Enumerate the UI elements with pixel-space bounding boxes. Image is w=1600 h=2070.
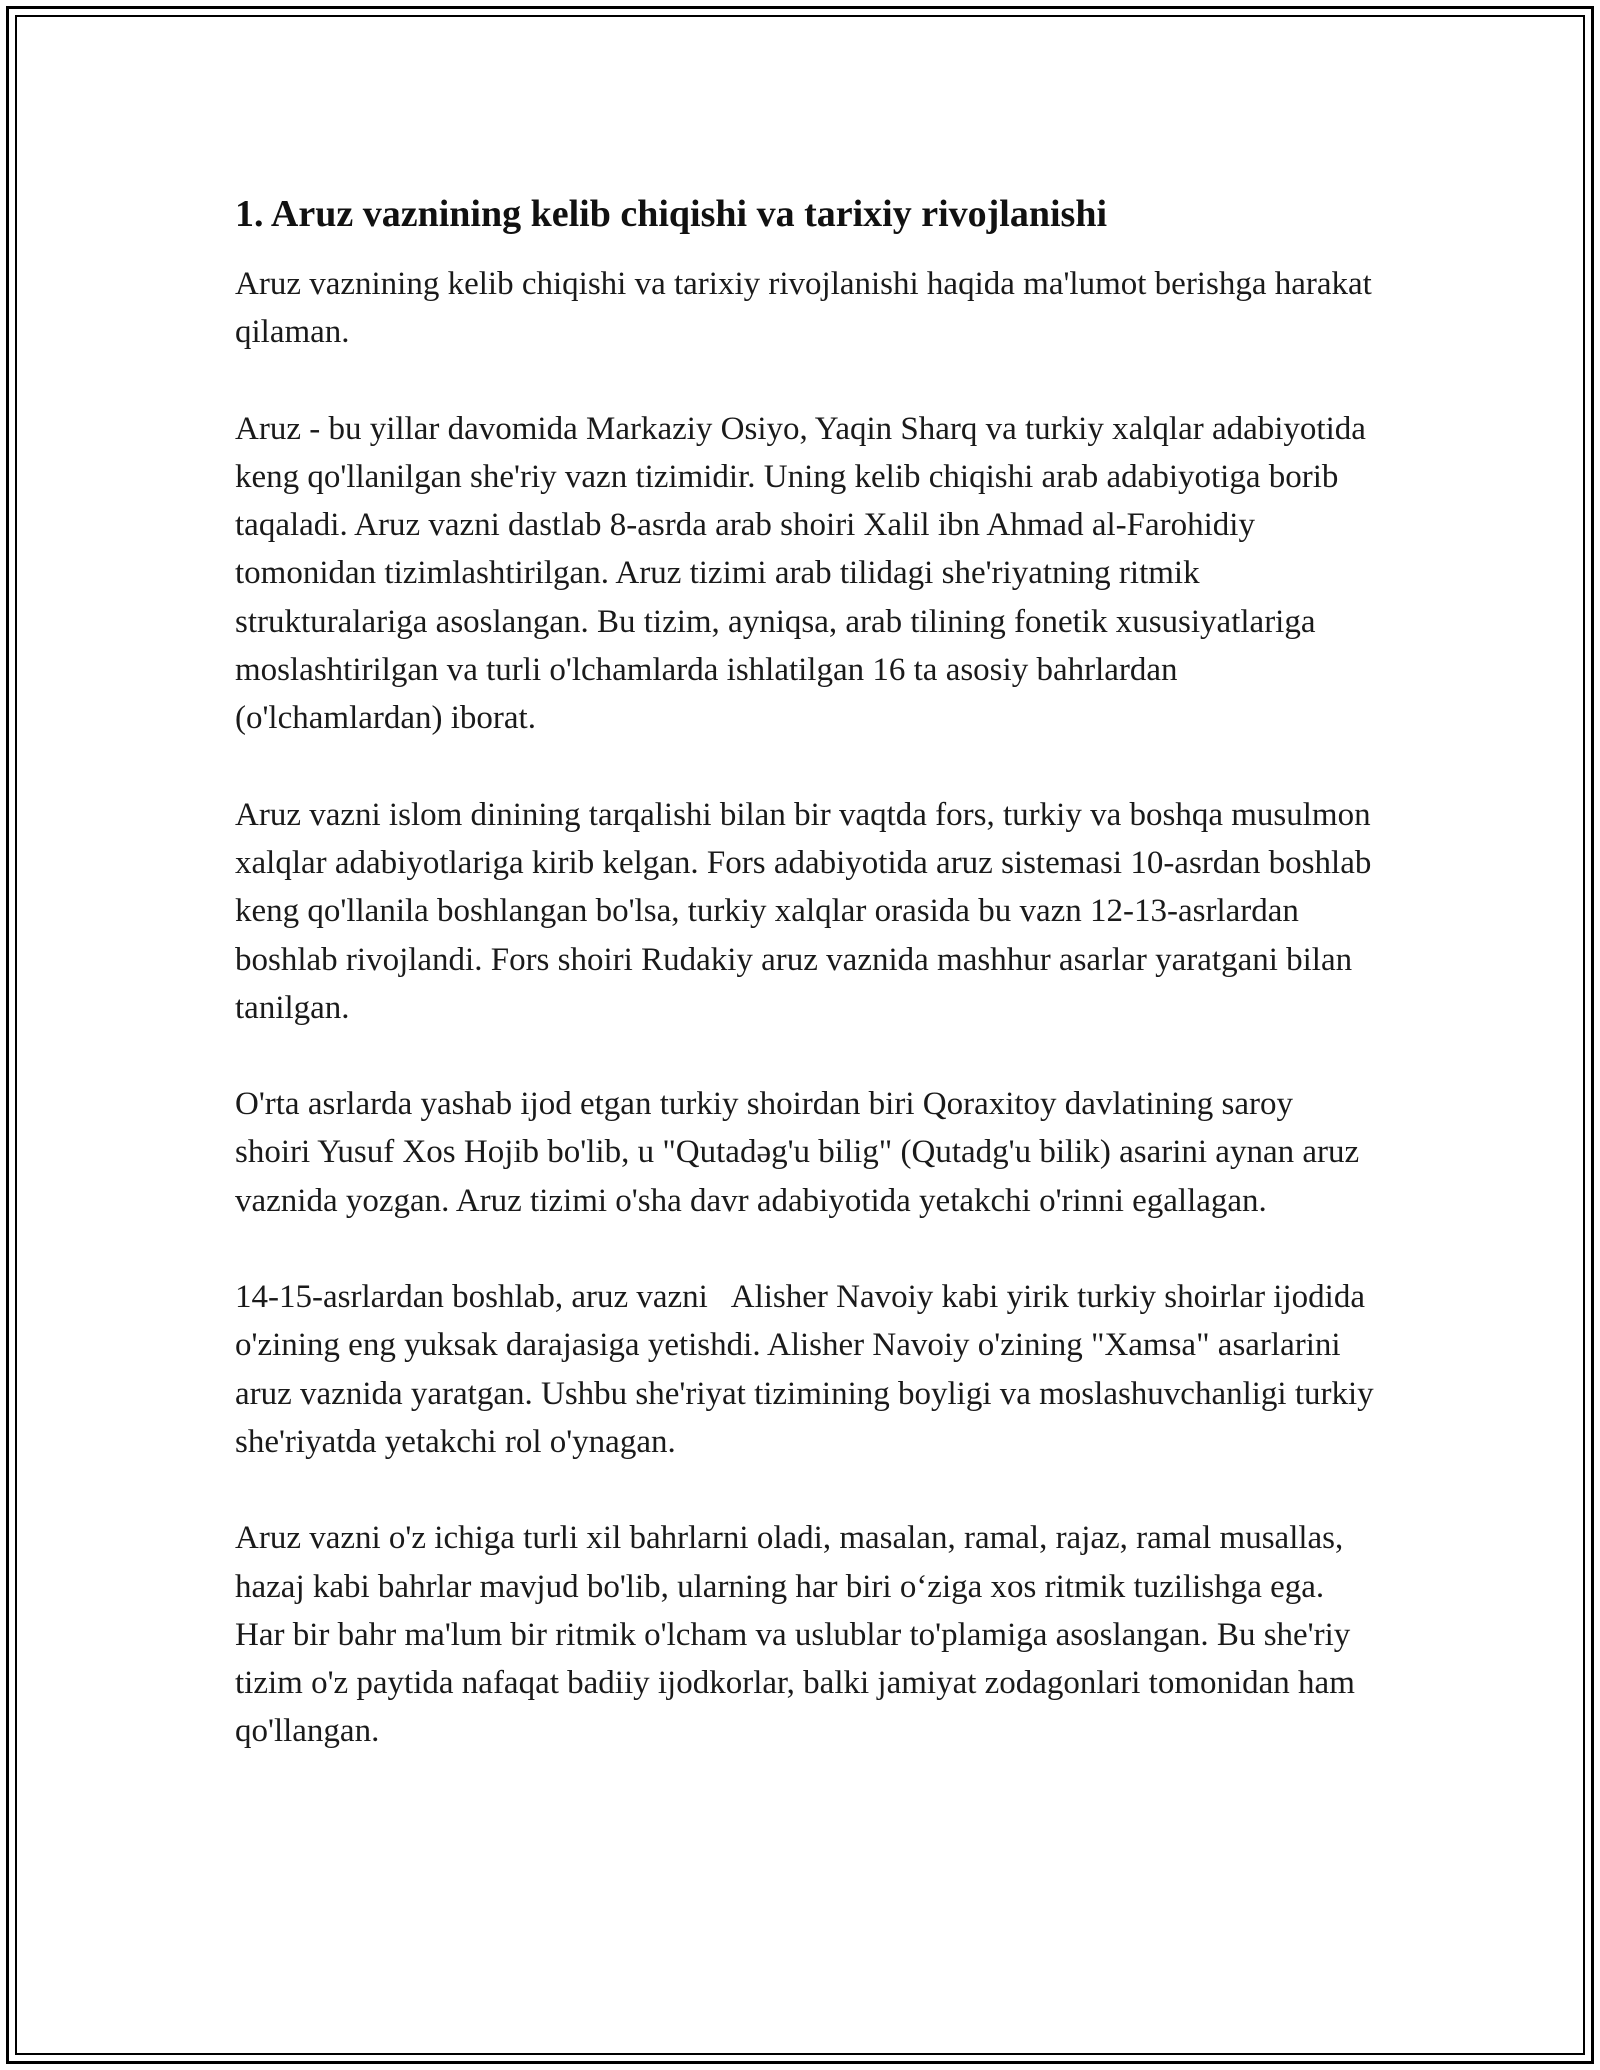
paragraph-bahrs: Aruz vazni o'z ichiga turli xil bahrlarni oladi, masalan, ramal, rajaz, ramal musallas, hazaj kabi bahrlar mavjud bo'lib, ularning har biri o‘ziga xos ritmik tuzilishga ega. Har bir bahr ma'lum bir ritmik o'lcham va uslublar to'plamiga asoslangan. Bu she'riy tizim o'z paytida nafaqat badiiy ijodkorlar, balki jamiyat zodagonlari tomonidan ham qo'llangan. — [235, 1520, 1364, 1750]
paragraph-spread: Aruz vazni islom dinining tarqalishi bilan bir vaqtda fors, turkiy va boshqa musulmon xalqlar adabiyotlariga kirib kelgan. Fors adabiyotida aruz sistemasi 10-asrdan boshlab keng qo'llanila boshlangan bo'lsa, turkiy xalqlar orasida bu vazn 12-13-asrlardan boshlab rivojlandi. Fors shoiri Rudakiy aruz vaznida mashhur asarlar yaratgani bilan tanilgan. — [235, 796, 1380, 1026]
section-heading: 1. Aruz vaznining kelib chiqishi va tarixiy rivojlanishi — [235, 193, 1108, 235]
paragraph-origin: Aruz - bu yillar davomida Markaziy Osiyo, Yaqin Sharq va turkiy xalqlar adabiyotida keng qo'llanilgan she'riy vazn tizimidir. Uning kelib chiqishi arab adabiyotiga borib taqaladi. Aruz vazni dastlab 8-asrda arab shoiri Xalil ibn Ahmad al-Farohidiy tomonidan tizimlashtirilgan. Aruz tizimi arab tilidagi she'riyatning ritmik strukturalariga asoslangan. Bu tizim, ayniqsa, arab tilining fonetik xususiyatlariga moslashtirilgan va turli o'lchamlarda ishlatilgan 16 ta asosiy bahrlardan (o'lchamlardan) iborat. — [235, 410, 1375, 737]
paragraph-intro: Aruz vaznining kelib chiqishi va tarixiy rivojlanishi haqida ma'lumot berishga harakat qilaman. — [235, 266, 1381, 351]
paragraph-navoiy: 14-15-asrlardan boshlab, aruz vazni Alisher Navoiy kabi yirik turkiy shoirlar ijodida o'zining eng yuksak darajasiga yetishdi. Alisher Navoiy o'zining "Xamsa" asarlarini aruz vaznida yaratgan. Ushbu she'riyat tizimining boyligi va moslashuvchanligi turkiy she'riyatda yetakchi rol o'ynagan. — [235, 1279, 1382, 1460]
paragraph-medieval: O'rta asrlarda yashab ijod etgan turkiy shoirdan biri Qoraxitoy davlatining saroy shoiri Yusuf Xos Hojib bo'lib, u "Qutadəg'u bilig" (Qutadg'u bilik) asarini aynan aruz vaznida yozgan. Aruz tizimi o'sha davr adabiyotida yetakchi o'rinni egallagan. — [235, 1086, 1368, 1219]
document-body — [235, 190, 1382, 1804]
